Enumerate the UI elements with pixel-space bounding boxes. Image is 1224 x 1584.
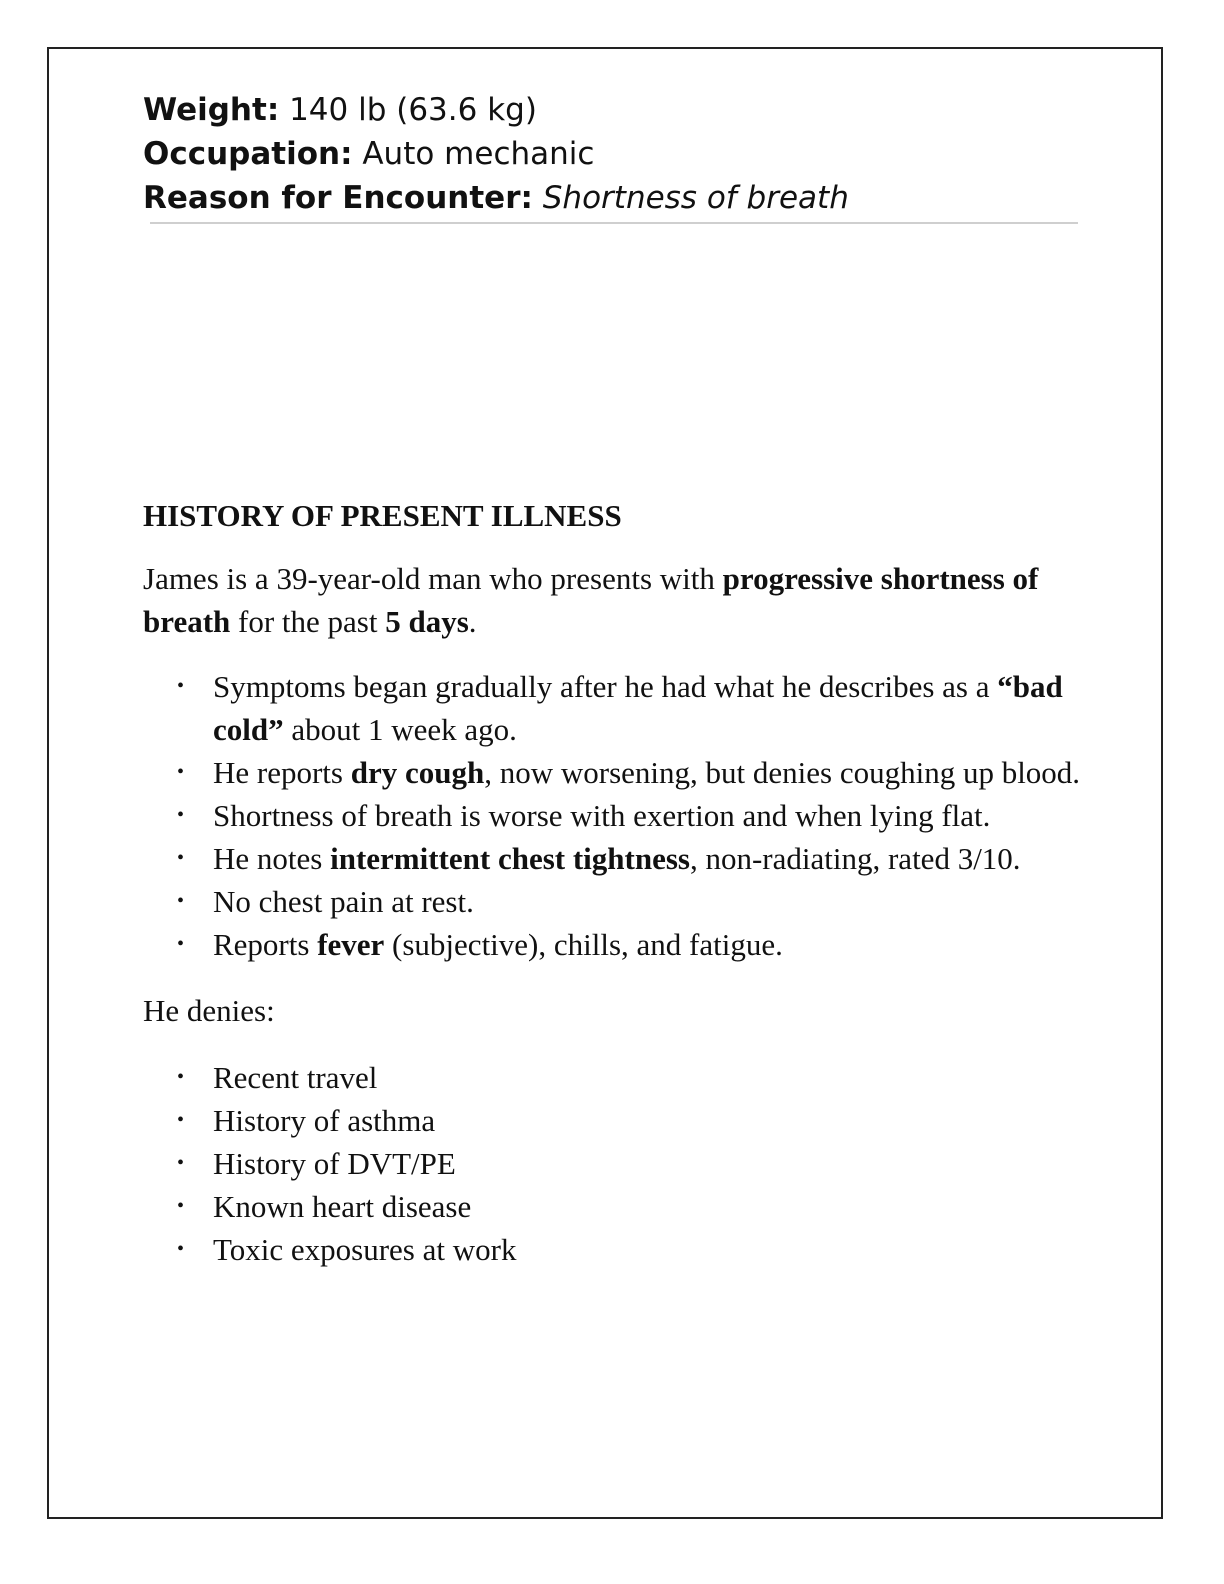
item-text: History of DVT/PE [213,1146,456,1181]
bullet-icon: • [177,933,185,955]
intro-text-1: James is a 39-year-old man who presents with [143,561,723,596]
list-item [143,665,1083,751]
reason-label: Reason for Encounter: [143,180,533,216]
list-item [143,880,1083,923]
intro-text-2: for the past [230,604,386,639]
item-bold: intermittent chest tightness [330,841,690,876]
bullet-icon: • [177,1152,185,1174]
bullet-icon: • [177,804,185,826]
bullet-icon: • [177,847,185,869]
reason-line [143,176,1079,220]
list-item [143,751,1083,794]
item-bold: “bad cold” [213,669,1063,747]
item-text: Symptoms began gradually after he had what he describes as a [213,669,998,704]
list-item [143,1099,1083,1142]
list-item [143,1185,1083,1228]
item-text: No chest pain at rest. [213,884,474,919]
occupation-line [143,132,1079,176]
item-text-tail: , now worsening, but denies coughing up blood. [484,755,1081,790]
list-item [143,923,1083,966]
bullet-icon: • [177,890,185,912]
symptom-list [143,665,1083,966]
patient-header [143,88,1079,220]
intro-bold-2: 5 days [385,604,469,639]
item-bold: dry cough [350,755,485,790]
list-item [143,837,1083,880]
header-divider [150,222,1078,224]
denies-list [143,1056,1083,1271]
item-text: Shortness of breath is worse with exertion and when lying flat. [213,798,991,833]
intro-bold-1: progressive shortness of breath [143,561,1039,639]
item-text: History of asthma [213,1103,436,1138]
weight-label: Weight: [143,92,280,128]
item-text: He notes [213,841,331,876]
denies-label: He denies: [143,993,275,1028]
occupation-label: Occupation: [143,136,353,172]
item-text-tail: about 1 week ago. [283,712,517,747]
occupation-value: Auto mechanic [352,136,595,172]
item-bold: fever [317,927,385,962]
bullet-icon: • [177,1238,185,1260]
intro-paragraph [143,557,1083,643]
bullet-icon: • [177,675,185,697]
item-text: Reports [213,927,318,962]
list-item [143,1056,1083,1099]
intro-text-3: . [468,604,477,639]
item-text-tail: (subjective), chills, and fatigue. [384,927,783,962]
weight-line [143,88,1079,132]
hpi-section [143,494,1083,1271]
list-item [143,794,1083,837]
list-item [143,1228,1083,1271]
item-text: Recent travel [213,1060,378,1095]
bullet-icon: • [177,1066,185,1088]
item-text: Known heart disease [213,1189,472,1224]
item-text: He reports [213,755,351,790]
bullet-icon: • [177,1109,185,1131]
item-text: Toxic exposures at work [213,1232,517,1267]
list-item [143,1142,1083,1185]
reason-value: Shortness of breath [542,180,849,216]
bullet-icon: • [177,761,185,783]
section-heading: HISTORY OF PRESENT ILLNESS [143,498,622,533]
bullet-icon: • [177,1195,185,1217]
weight-value: 140 lb (63.6 kg) [279,92,537,128]
item-text-tail: , non-radiating, rated 3/10. [689,841,1021,876]
